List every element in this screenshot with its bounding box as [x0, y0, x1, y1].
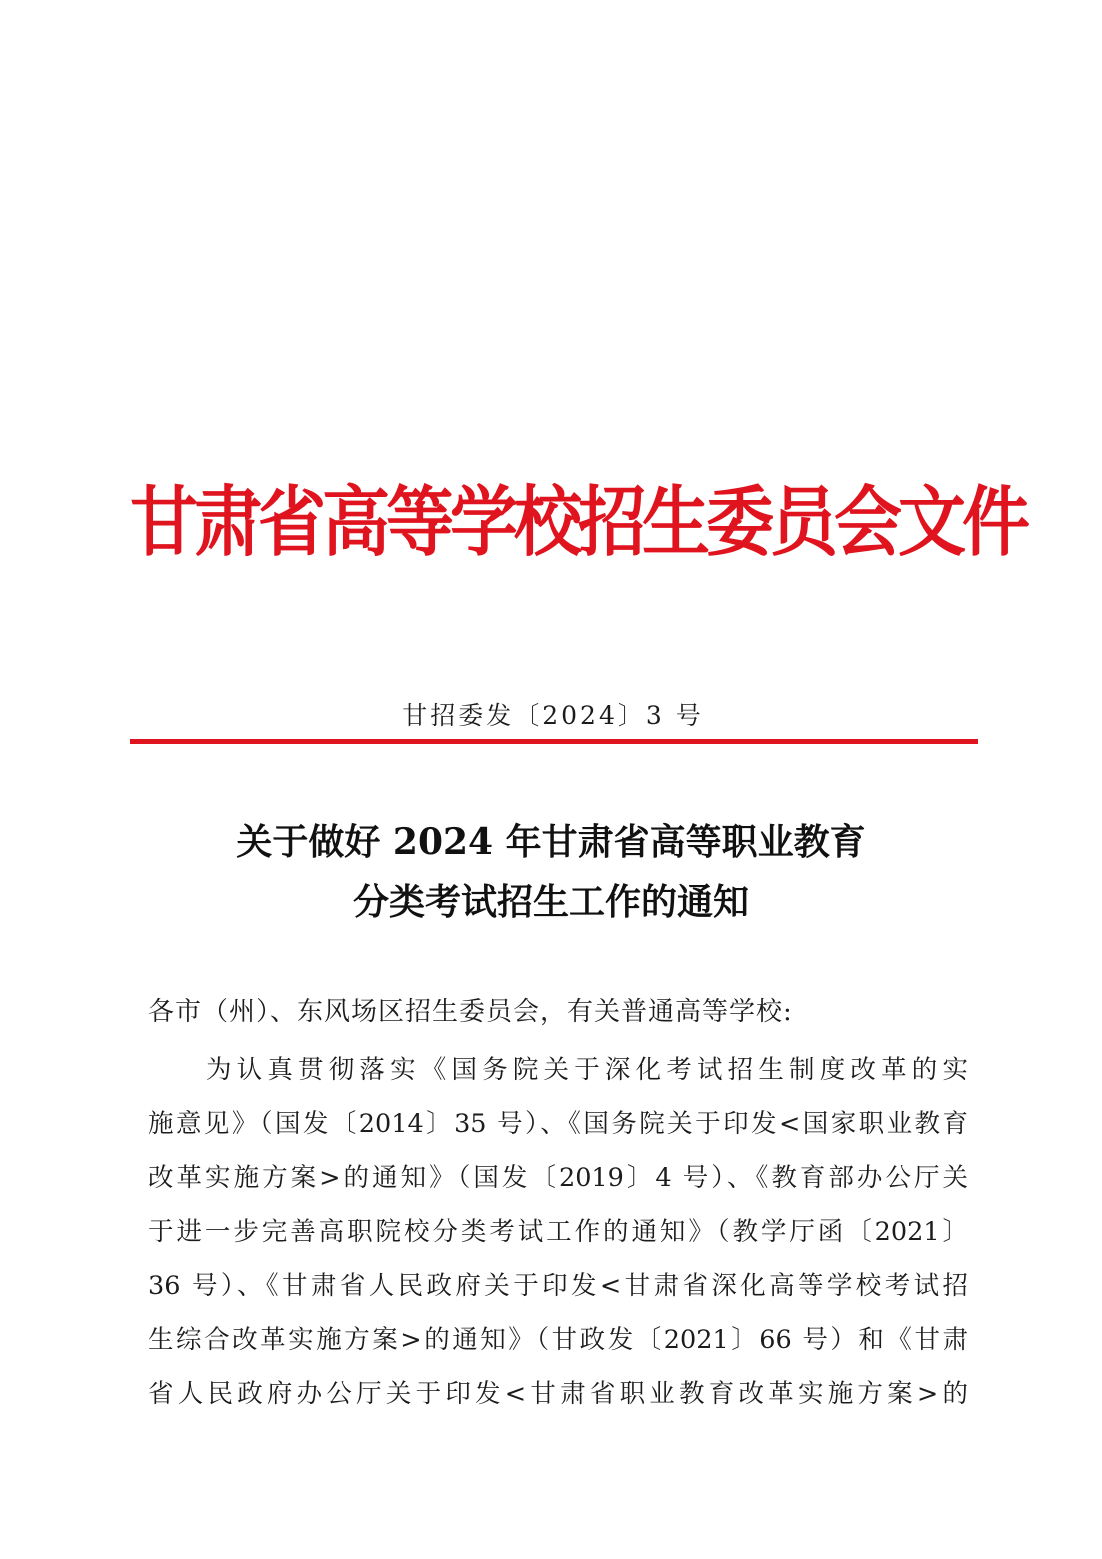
body-line: 施意见》（国发〔2014〕35 号）、《国务院关于印发<国家职业教育 [148, 1109, 968, 1139]
body-line: 生综合改革实施方案>的通知》（甘政发〔2021〕66 号）和《甘肃 [148, 1325, 968, 1355]
body-line: 省人民政府办公厅关于印发<甘肃省职业教育改革实施方案>的 [148, 1379, 968, 1409]
body-text [148, 1043, 968, 1421]
notice-title-line-1: 关于做好 2024 年甘肃省高等职业教育 [236, 821, 866, 863]
body-line: 36 号）、《甘肃省人民政府关于印发<甘肃省深化高等学校考试招 [148, 1271, 968, 1301]
body-line: 于进一步完善高职院校分类考试工作的通知》（教学厅函〔2021〕 [148, 1217, 968, 1247]
masthead-title: 甘肃省高等学校招生委员会文件 [130, 479, 1027, 568]
body-line: 改革实施方案>的通知》（国发〔2019〕4 号）、《教育部办公厅关 [148, 1163, 968, 1193]
notice-title-line-2: 分类考试招生工作的通知 [352, 881, 749, 923]
salutation: 各市（州）、东风场区招生委员会，有关普通高等学校: [148, 997, 793, 1027]
red-divider-rule [130, 739, 978, 744]
notice-title [100, 812, 1002, 932]
document-number: 甘招委发〔2024〕3 号 [402, 701, 704, 730]
body-line: 为认真贯彻落实《国务院关于深化考试招生制度改革的实 [206, 1055, 968, 1085]
